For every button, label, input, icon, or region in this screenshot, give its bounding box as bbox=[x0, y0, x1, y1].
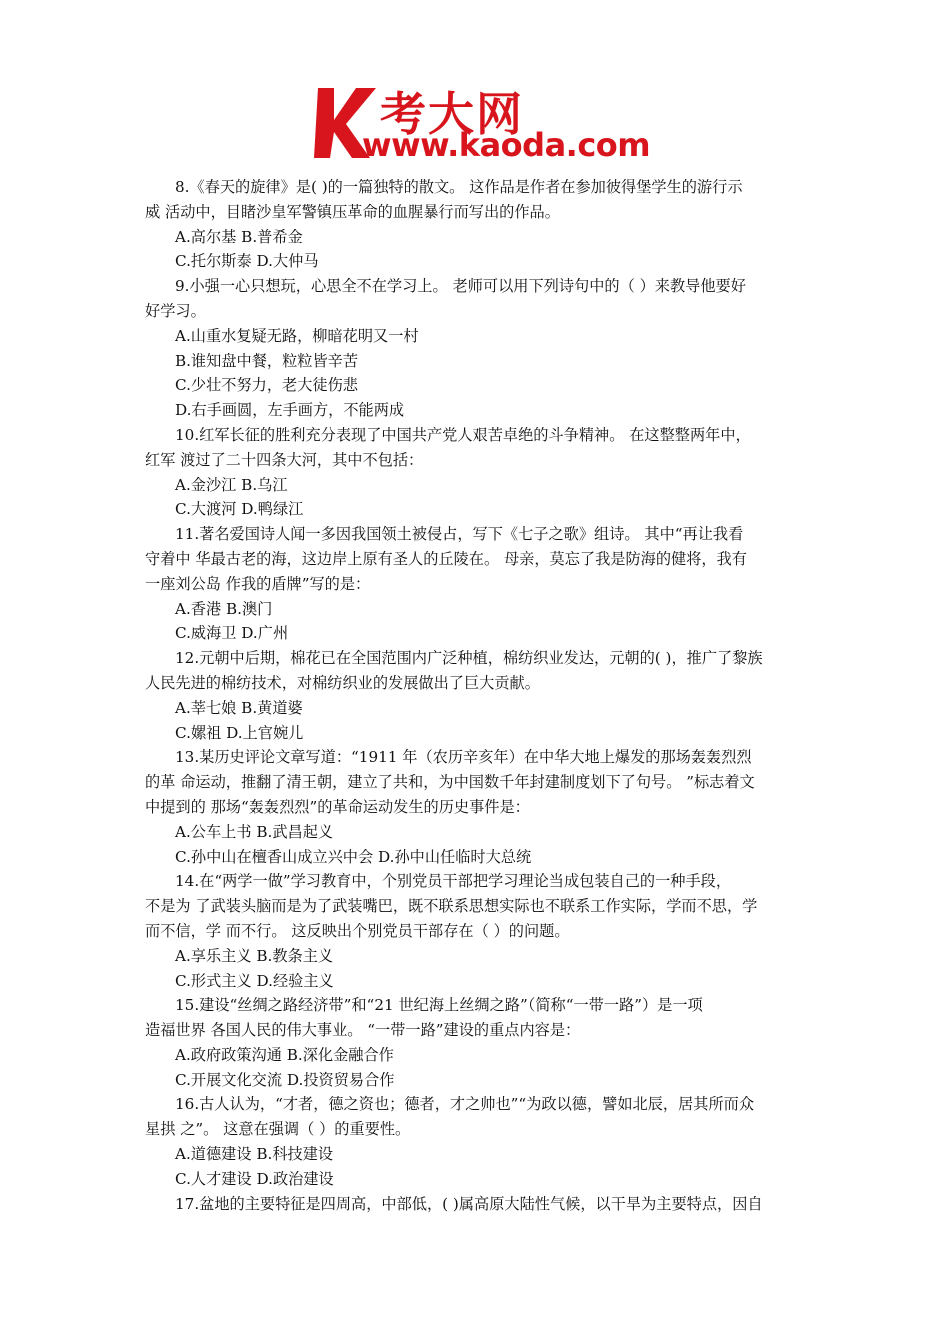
text-line: 不是为 了武装头脑而是为了武装嘴巴，既不联系思想实际也不联系工作实际，学而不思，学 bbox=[145, 897, 758, 916]
text-line: C.人才建设 D.政治建设 bbox=[175, 1169, 334, 1188]
text-line: A.高尔基 B.普希金 bbox=[175, 227, 303, 246]
text-line: C.少壮不努力，老大徒伤悲 bbox=[175, 376, 358, 395]
text-line: 16.古人认为，“才者，德之资也；德者，才之帅也”“为政以德，譬如北辰，居其所而众 bbox=[175, 1095, 755, 1114]
text-line: A.道德建设 B.科技建设 bbox=[175, 1145, 334, 1164]
text-line: C.大渡河 D.鸭绿江 bbox=[175, 500, 304, 519]
kaoda-logo bbox=[312, 82, 651, 164]
text-line: 10.红军长征的胜利充分表现了中国共产党人艰苦卓绝的斗争精神。 在这整整两年中， bbox=[175, 425, 751, 444]
text-line: C.托尔斯泰 D.大仲马 bbox=[175, 252, 319, 271]
text-line: A.公车上书 B.武昌起义 bbox=[175, 822, 334, 841]
text-line: 威 活动中，目睹沙皇军警镇压革命的血腥暴行而写出的作品。 bbox=[145, 202, 560, 221]
text-line: 而不信，学 而不行。 这反映出个别党员干部存在（ ）的问题。 bbox=[145, 921, 570, 940]
text-line: C.形式主义 D.经验主义 bbox=[175, 971, 334, 990]
text-line: A.莘七娘 B.黄道婆 bbox=[175, 698, 303, 717]
text-line: 好学习。 bbox=[145, 301, 206, 320]
text-line: 星拱 之”。 这意在强调（ ）的重要性。 bbox=[145, 1120, 411, 1139]
text-line: 造福世界 各国人民的伟大事业。 “一带一路”建设的重点内容是： bbox=[145, 1021, 581, 1040]
text-line: 14.在“两学一做”学习教育中，个别党员干部把学习理论当成包装自己的一种手段， bbox=[175, 872, 732, 891]
text-line: 15.建设“丝绸之路经济带”和“21 世纪海上丝绸之路”（简称“一带一路”）是一项 bbox=[175, 996, 703, 1015]
text-line: C.开展文化交流 D.投资贸易合作 bbox=[175, 1070, 395, 1089]
text-line: D.右手画圆，左手画方，不能两成 bbox=[175, 401, 405, 420]
text-line: 9.小强一心只想玩，心思全不在学习上。 老师可以用下列诗句中的（ ）来教导他要好 bbox=[175, 277, 746, 296]
text-line: 红军 渡过了二十四条大河，其中不包括： bbox=[145, 450, 424, 469]
text-line: C.嫘祖 D.上官婉儿 bbox=[175, 723, 304, 742]
question-text-body bbox=[145, 175, 810, 1216]
text-line: B.谁知盘中餐，粒粒皆辛苦 bbox=[175, 351, 359, 370]
text-line: 中提到的 那场“轰轰烈烈”的革命运动发生的历史事件是： bbox=[145, 797, 530, 816]
text-line: 13.某历史评论文章写道：“1911 年（农历辛亥年）在中华大地上爆发的那场轰轰烈烈 bbox=[175, 748, 752, 767]
text-line: C.威海卫 D.广州 bbox=[175, 624, 289, 643]
text-line: 11.著名爱国诗人闻一多因我国领土被侵占，写下《七子之歌》组诗。 其中“再让我看 bbox=[175, 525, 744, 544]
text-line: C.孙中山在檀香山成立兴中会 D.孙中山任临时大总统 bbox=[175, 847, 532, 866]
text-line: A.金沙江 B.乌江 bbox=[175, 475, 288, 494]
text-line: 8.《春天的旋律》是( )的一篇独特的散文。 这作品是作者在参加彼得堡学生的游行示 bbox=[175, 178, 743, 196]
logo-url: www.kaoda.com bbox=[362, 126, 651, 164]
text-line: 一座刘公岛 作我的盾牌”写的是： bbox=[145, 574, 371, 593]
text-line: A.山重水复疑无路，柳暗花明又一村 bbox=[175, 326, 419, 345]
text-line: 守着中 华最古老的海，这边岸上原有圣人的丘陵在。 母亲，莫忘了我是防海的健将，我有 bbox=[145, 549, 747, 568]
text-line: A.政府政策沟通 B.深化金融合作 bbox=[175, 1045, 394, 1064]
text-line: 的革 命运动，推翻了清王朝，建立了共和，为中国数千年封建制度划下了句号。 ”标志着文 bbox=[145, 773, 755, 792]
logo-chinese-title: 考大网 bbox=[380, 87, 524, 141]
text-line: 人民先进的棉纺技术，对棉纺织业的发展做出了巨大贡献。 bbox=[145, 673, 540, 692]
text-line: A.享乐主义 B.教条主义 bbox=[175, 946, 334, 965]
text-line: A.香港 B.澳门 bbox=[175, 599, 273, 618]
text-line: 17.盆地的主要特征是四周高，中部低，( )属高原大陆性气候，以干旱为主要特点，因自 bbox=[175, 1194, 763, 1213]
text-line: 12.元朝中后期，棉花已在全国范围内广泛种植，棉纺织业发达，元朝的( )，推广了黎族 bbox=[175, 649, 763, 668]
